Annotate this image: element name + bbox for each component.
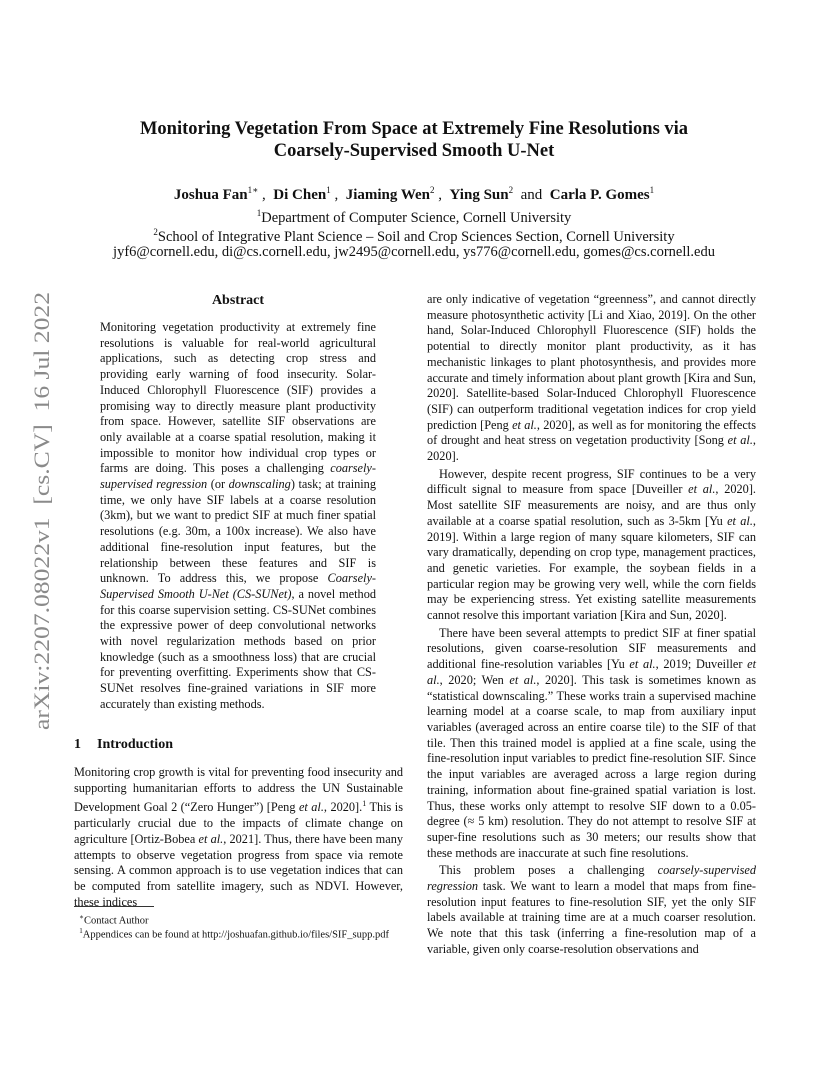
author-name: Ying Sun xyxy=(449,187,509,203)
author-conjunction: and xyxy=(520,187,543,203)
paper-title xyxy=(0,118,828,162)
author-affil-mark: 1∗ xyxy=(247,185,259,195)
body-paragraph: However, despite recent progress, SIF continues to be a very difficult signal to measure from space [Duveiller et al., 2020]. Most satellite SIF measurements are noisy, and are thus only available at a coarse spatial resolution, such as 3-5km [Yu et al., 2019]. Within a large region of many square kilometers, SIF can vary dramatically, depending on crop type, management practices, and genetic varieties. For example, the soybean fields in a particular region may be growing very well, while the corn fields may be experiencing stress. Yet existing satellite measurements cannot resolve this important variation [Kira and Sun, 2020]. xyxy=(427,466,756,623)
arxiv-stamp-text: arXiv:2207.08022v1 [cs.CV] 16 Jul 2022 xyxy=(29,353,54,730)
title-line-1: Monitoring Vegetation From Space at Extremely Fine Resolutions via xyxy=(139,119,689,139)
author-affil-mark: 2 xyxy=(508,185,514,195)
intro-paragraph: Monitoring crop growth is vital for preventing food insecurity and supporting humanitarian efforts to address the UN Sustainable Development Goal 2 (“Zero Hunger”) [Peng et al., 2020].$^1$ This is particularly crucial due to the impacts of climate change on agriculture [Ortiz-Bobea et al., 2021]. Thus, there have been many attempts to observe vegetation progress from space via remote sensing. A common approach is to use vegetation indices that can be computed from satellite imagery, such as NDVI. However, these indices xyxy=(74,765,403,909)
intro-body xyxy=(74,765,403,910)
right-column-body xyxy=(427,292,756,958)
arxiv-stamp xyxy=(25,290,57,730)
section-heading-introduction xyxy=(74,737,189,753)
abstract-body xyxy=(100,320,376,713)
body-paragraph: There have been several attempts to predict SIF at finer spatial resolutions, given coarse-resolution SIF measurements and additional fine-resolution variables [Yu et al., 2019; Duveiller et al., 2020; Wen et al., 2020]. This task is sometimes known as “statistical downscaling.” These works train a supervised machine learning model at a coarse scale, to map from auxiliary input variables (averaged across an entire coarse tile) to the SIF of that tile. Then this trained model is applied at a fine scale, using the fine-resolution input variables to predict fine-resolution SIF. Since the input variables are averaged across a large region during training, information about fine-grained spatial variation is lost. Thus, these works only attempt to resolve SIF down to a 0.05-degree (≈ 5 km) resolution. They do not attempt to resolve SIF at super-fine resolutions such as 30 meters; our results show that these methods are inaccurate at such fine resolutions. xyxy=(427,625,757,860)
title-line-2: Coarsely-Supervised Smooth U-Net xyxy=(273,141,555,161)
footnote-contact: ∗Contact Author xyxy=(79,913,149,927)
author-name: Jiaming Wen xyxy=(345,187,431,203)
section-number: 1 xyxy=(74,737,81,752)
author-affil-mark: 1 xyxy=(649,185,655,195)
author-emails: jyf6@cornell.edu, di@cs.cornell.edu, jw2495@cornell.edu, ys776@cornell.edu, gomes@cs.cornell.edu xyxy=(113,244,715,260)
affil-mark: 1 xyxy=(256,208,262,218)
abstract-heading: Abstract xyxy=(211,293,265,308)
footnote-rule xyxy=(74,906,154,907)
body-paragraph: are only indicative of vegetation “greenness”, and cannot directly measure photosynthetic activity [Li and Xiao, 2019]. On the other hand, Solar-Induced Chlorophyll Fluorescence (SIF) holds the potential to directly monitor plant productivity, as it has mechanistic linkages to plant photosynthesis, and provides more accurate and timely information about plant growth [Kira and Sun, 2020]. Satellite-based Solar-Induced Chlorophyll Fluorescence (SIF) can outperform traditional vegetation indices for crop yield prediction [Peng et al., 2020], as well as for monitoring the effects of drought and heat stress on vegetation productivity [Song et al., 2020]. xyxy=(427,292,756,464)
affil-text: Department of Computer Science, Cornell University xyxy=(261,209,572,226)
author-affil-mark: 1 xyxy=(326,185,331,195)
affil-text: School of Integrative Plant Science – Soil and Crop Sciences Section, Cornell University xyxy=(157,228,675,245)
body-paragraph: This problem poses a challenging coarsely-supervised regression task. We want to learn a model that maps from fine-resolution input features to fine-resolution SIF, yet the only SIF labels available at training time are at a much coarser resolution. We note that this task (inferring a fine-resolution map of a variable, given only coarse-resolution observations and xyxy=(427,863,756,956)
author-name: Carla P. Gomes xyxy=(549,187,650,203)
author-list: Joshua Fan$^{1∗}$ , Di Chen$^1$ , Jiaming Wen$^2$ , Ying Sun$^2$ and Carla P. Gomes$^1$ xyxy=(173,185,655,203)
abstract-paragraph: Monitoring vegetation productivity at extremely fine resolutions is valuable for real-world agricultural applications, such as detecting crop stress and providing early warning of food insecurity. Solar-Induced Chlorophyll Fluorescence (SIF) provides a promising way to directly measure plant productivity from space. However, satellite SIF observations are only available at a coarse spatial resolution, making it impossible to monitor how individual crop types or farms are doing. This poses a challenging coarsely-supervised regression (or downscaling) task; at training time, we only have SIF labels at a coarse resolution (3km), but we want to predict SIF at much finer spatial resolutions (e.g. 30m, a 100x increase). We also have additional fine-resolution input features, but the relationship between these features and SIF is unknown. To address this, we propose Coarsely-Supervised Smooth U-Net (CS-SUNet), a novel method for this coarse supervision setting. CS-SUNet combines the expressive power of deep convolutional networks with novel regularization methods based on prior knowledge (such as a smoothness loss) that are crucial for preventing overfitting. Experiments show that CS-SUNet resolves fine-grained variations in SIF more accurately than existing methods. xyxy=(100,320,376,711)
author-affil-mark: 2 xyxy=(430,185,435,195)
affil-mark: 2 xyxy=(153,227,158,237)
footnote-appendix: $^1$Appendices can be found at http://joshuafan.github.io/files/SIF_supp.pdf xyxy=(79,927,389,941)
section-title: Introduction xyxy=(97,737,173,752)
author-name: Joshua Fan xyxy=(173,187,248,203)
author-name: Di Chen xyxy=(273,187,327,203)
